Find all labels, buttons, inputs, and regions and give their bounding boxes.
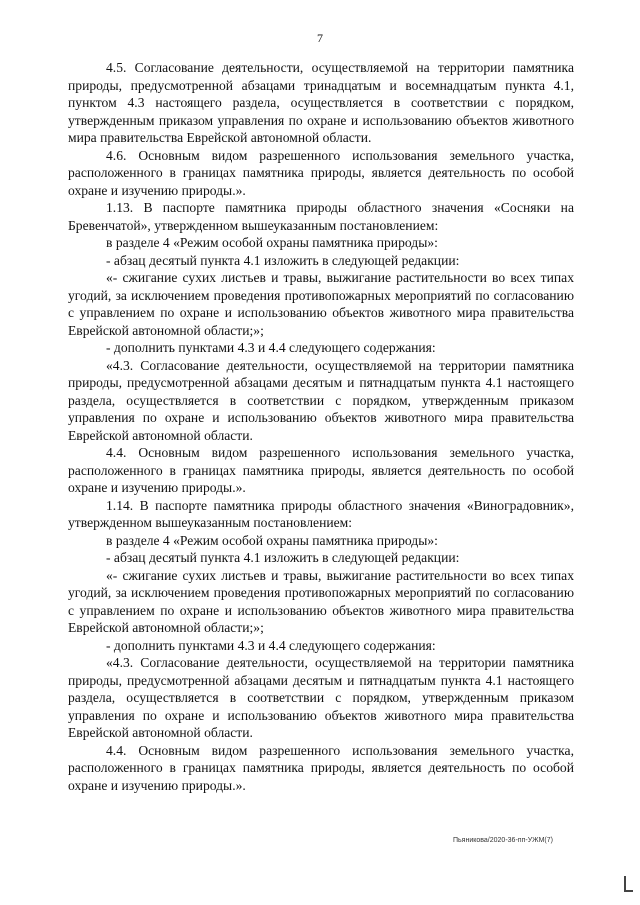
paragraph-4-3-second: «4.3. Согласование деятельности, осуществляемой на территории памятника природы, предусмотренной абзацами десятым и пятнадцатым пункта 4.1 настоящего раздела, осуществляется в соответствии с порядком, утвержденным приказом управления по охране и использованию объектов животного мира правительства Еврейской автономной области. xyxy=(68,655,574,740)
footer-document-code: Пьяникова/2020-36-пп-УЖМ(7) xyxy=(453,837,553,844)
scan-edge-mark xyxy=(624,876,633,892)
paragraph-section-4-second: в разделе 4 «Режим особой охраны памятника природы»: xyxy=(106,532,438,548)
paragraph-burning-first: «- сжигание сухих листьев и травы, выжигание растительности во всех типах угодий, за исключением проведения противопожарных мероприятий по согласованию с управлением по охране и использованию объектов животного мира правительства Еврейской автономной области;»; xyxy=(68,270,574,338)
paragraph-burning-second: «- сжигание сухих листьев и травы, выжигание растительности во всех типах угодий, за исключением проведения противопожарных мероприятий по согласованию с управлением по охране и использованию объектов животного мира правительства Еврейской автономной области;»; xyxy=(68,567,574,635)
paragraph-add-points-first: - дополнить пунктами 4.3 и 4.4 следующего содержания: xyxy=(106,340,436,355)
paragraph-4-3-first: «4.3. Согласование деятельности, осуществляемой на территории памятника природы, предусмотренной абзацами десятым и пятнадцатым пункта 4.1 настоящего раздела, осуществляется в соответствии с порядком, утвержденным приказом управления по охране и использованию объектов животного мира правительства Еврейской автономной области. xyxy=(68,357,574,443)
paragraph-1-13: 1.13. В паспорте памятника природы областного значения «Сосняки на Бревенчатой», утвержденном вышеуказанным постановлением: xyxy=(68,200,574,233)
paragraph-4-5-first: 4.5. Согласование деятельности, осуществляемой на территории памятника природы, предусмотренной абзацами тринадцатым и восемнадцатым пункта 4.1, пунктом 4.3 настоящего раздела, осуществляется в соответствии с порядком, утвержденным приказом управления по охране и использованию объектов животного мира правительства Еврейской автономной области. xyxy=(68,60,574,145)
paragraph-4-6-first: 4.6. Основным видом разрешенного использования земельного участка, расположенного в границах памятника природы, является деятельность по особой охране и изучению природы.». xyxy=(68,147,574,198)
page-number: 7 xyxy=(317,31,323,45)
paragraph-section-4-first: в разделе 4 «Режим особой охраны памятника природы»: xyxy=(106,235,438,250)
paragraph-4-4-second: 4.4. Основным видом разрешенного использования земельного участка, расположенного в границах памятника природы, является деятельность по особой охране и изучению природы.». xyxy=(68,742,574,793)
paragraph-add-points-second: - дополнить пунктами 4.3 и 4.4 следующего содержания: xyxy=(106,637,436,653)
paragraph-abzac-second: - абзац десятый пункта 4.1 изложить в следующей редакции: xyxy=(106,550,460,565)
paragraph-abzac-first: - абзац десятый пункта 4.1 изложить в следующей редакции: xyxy=(106,252,460,268)
paragraph-4-4-first: 4.4. Основным видом разрешенного использования земельного участка, расположенного в границах памятника природы, является деятельность по особой охране и изучению природы.». xyxy=(68,445,574,495)
paragraph-1-14: 1.14. В паспорте памятника природы областного значения «Виноградовник», утвержденном вышеуказанным постановлением: xyxy=(68,497,574,530)
document-body xyxy=(68,59,574,794)
